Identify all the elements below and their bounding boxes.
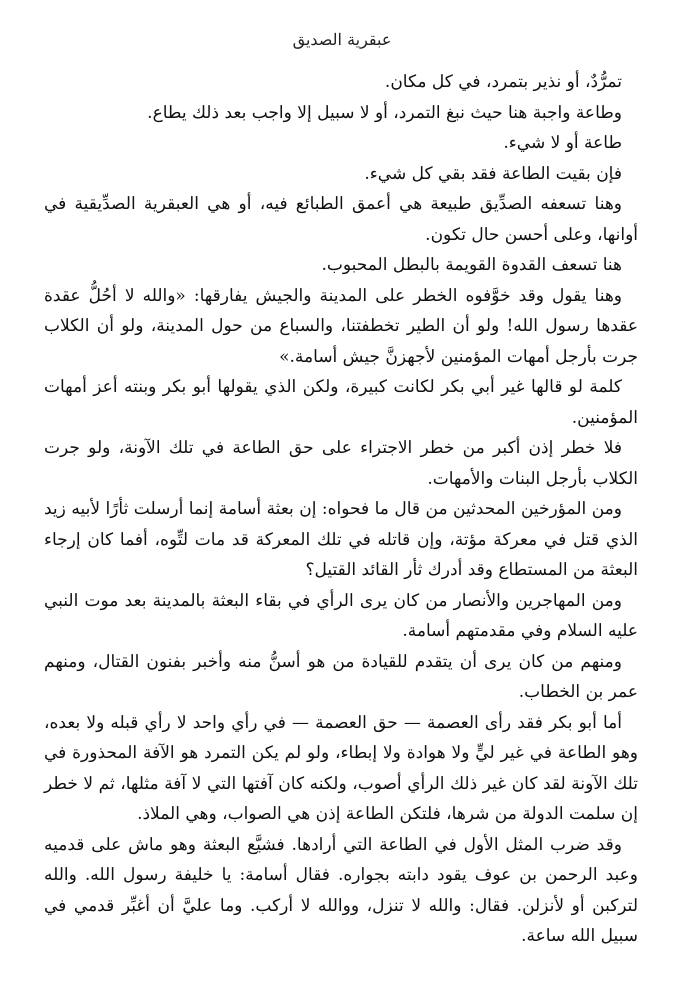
paragraph: أما أبو بكر فقد رأى العصمة — حق العصمة — في رأي واحد لا رأي قبله ولا بعده، وهو الطاعة في غير ليٍّ ولا هوادة ولا إبطاء، ولو لم يكن التمرد هو الآفة المحذورة في تلك الآونة لقد كان غير ذلك الرأي أصوب، ولكنه كان آفتها التي لا آفة مثلها، ثم لا خطر إن سلمت الدولة من شرها، فلتكن الطاعة إذن هي الصواب، وهي الملاذ. <box>44 712 638 824</box>
paragraph: ومن المهاجرين والأنصار من كان يرى الرأي في بقاء البعثة بالمدينة بعد موت النبي عليه السلام وفي مقدمتهم أسامة. <box>44 590 638 641</box>
paragraph: كلمة لو قالها غير أبي بكر لكانت كبيرة، ولكن الذي يقولها أبو بكر وبنته أعز أمهات المؤمنين. <box>44 377 638 428</box>
paragraph: ومن المؤرخين المحدثين من قال ما فحواه: إن بعثة أسامة إنما أرسلت ثأرًا لأبيه زيد الذي قتل في معركة مؤتة، وإن قاتله في تلك المعركة قد مات لتِّوه، أفما كان إرجاء البعثة من المستطاع وقد أدرك ثأر القائد القتيل؟ <box>44 499 638 580</box>
paragraph: وهنا تسعفه الصدِّيق طبيعة هي أعمق الطبائع فيه، أو هي العبقرية الصدِّيقية في أوانها، وعلى أحسن حال تكون. <box>44 194 638 245</box>
paragraph: ومنهم من كان يرى أن يتقدم للقيادة من هو أسنُّ منه وأخبر بفنون القتال، ومنهم عمر بن الخطاب. <box>44 651 638 702</box>
body-text <box>44 67 638 952</box>
paragraph: تمرُّدٌ، أو نذير بتمرد، في كل مكان. <box>384 72 622 92</box>
paragraph: هنا تسعف القدوة القويمة بالبطل المحبوب. <box>321 255 622 275</box>
paragraph: طاعة أو لا شيء. <box>503 133 622 153</box>
paragraph: وقد ضرب المثل الأول في الطاعة التي أرادها. فشيَّع البعثة وهو ماش على قدميه وعبد الرحمن بن عوف يقود دابته بجواره. فقال أسامة: يا خليفة رسول الله. والله لتركبن أو لأنزلن. فقال: والله لا تنزل، ووالله لا أركب. وما عليَّ أن أغبِّر قدمي في سبيل الله ساعة. <box>44 834 638 946</box>
paragraph: وهنا يقول وقد خوَّفوه الخطر على المدينة والجيش يفارقها: «والله لا أحُلُّ عقدة عقدها رسول الله! ولو أن الطير تخطفتنا، والسباع من حول المدينة، ولو أن الكلاب جرت بأرجل أمهات المؤمنين لأجهزنَّ جيش أسامة.» <box>44 285 638 367</box>
running-header: عبقرية الصديق <box>292 30 392 49</box>
paragraph: فإن بقيت الطاعة فقد بقي كل شيء. <box>364 163 622 184</box>
paragraph: وطاعة واجبة هنا حيث نبغ التمرد، أو لا سبيل إلا واجب بعد ذلك يطاع. <box>147 102 622 123</box>
paragraph: فلا خطر إذن أكبر من خطر الاجتراء على حق الطاعة في تلك الآونة، ولو جرت الكلاب بأرجل البنات والأمهات. <box>44 438 638 489</box>
